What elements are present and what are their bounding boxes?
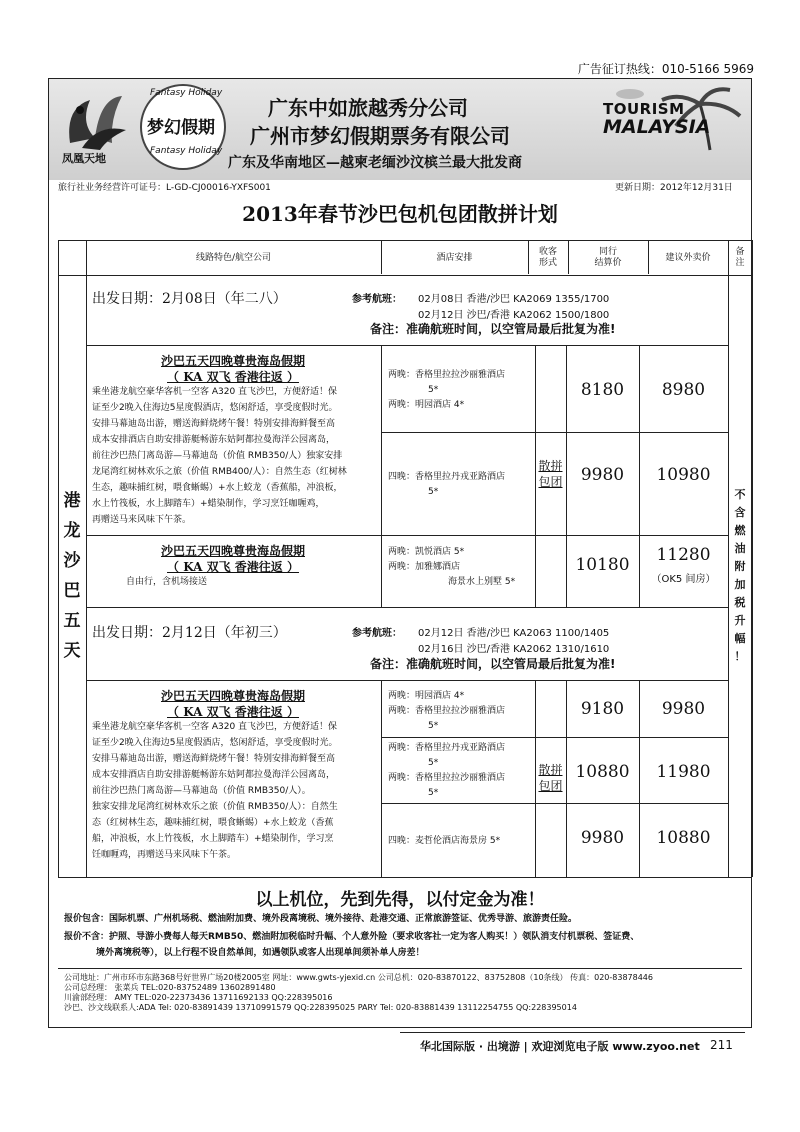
ad-hotline: 广告征订热线：010-5166 5969 bbox=[577, 62, 754, 76]
desc-line: 独家安排龙尾湾红树林欢乐之旅（价值 RMB350/人）：自然生 bbox=[92, 802, 338, 812]
page-title: 2013年春节沙巴包机包团散拼计划 bbox=[242, 202, 558, 226]
note-char: 税 bbox=[734, 595, 746, 609]
hotel-line: 5* bbox=[428, 788, 439, 798]
peer-price: 9980 bbox=[580, 828, 625, 848]
th-hotel: 酒店安排 bbox=[436, 252, 473, 263]
package-description: 自由行，含机场接送 bbox=[126, 577, 208, 587]
hotel-option bbox=[388, 545, 515, 590]
hotel-line: 两晚：香格里拉丹戎亚路酒店 bbox=[388, 743, 506, 753]
contact-line: 公司地址：广州市环市东路368号好世界广场20楼2005室 网址：www.gwts-yjexid.cn 公司总机：020-83870122、83752808（10条线） 传真：020-83878446 bbox=[64, 973, 653, 982]
desc-line: 安排马幕迪岛出游，赠送海鲜烧烤午餐！特别安排海鲜餐至高 bbox=[92, 754, 336, 764]
retail-price: 8980 bbox=[661, 380, 706, 400]
flight-outbound-1: 02月08日 香港/沙巴 KA2069 1355/1700 bbox=[418, 294, 610, 305]
hotel-line: 两晚：凯悦酒店 5* bbox=[388, 547, 465, 557]
desc-line: 水上竹筏板，水上脚踏车）+蜡染制作，学习烹饪咖喱鸡， bbox=[92, 499, 325, 509]
desc-line: 成本安排酒店自助安排游艇畅游东姑阿都拉曼海洋公园离岛， bbox=[92, 770, 336, 780]
package-subtitle: （ KA 双飞 香港往返 ） bbox=[167, 560, 299, 574]
desc-line: 证至少2晚入住海边5星度假酒店，悠闲舒适，享受度假时光。 bbox=[92, 738, 338, 748]
note-char: 油 bbox=[734, 541, 746, 555]
logo-arc-bottom-text: Fantasy Holiday bbox=[150, 146, 223, 156]
contact-line: 沙巴、沙文线联系人:ADA Tel: 020-83891439 13710991579 QQ:228395025 PARY Tel: 020-83881439 13112254755 QQ:228395014 bbox=[64, 1003, 577, 1012]
region-char: 龙 bbox=[63, 520, 81, 541]
region-char: 天 bbox=[63, 640, 81, 661]
desc-line: 再赠送马来风味下午茶。 bbox=[92, 515, 192, 525]
fenghuang-logo-text: 凤凰天地 bbox=[62, 152, 106, 165]
region-char: 沙 bbox=[63, 550, 81, 571]
tourism-logo-line1: TOURISM bbox=[603, 100, 685, 118]
peer-price: 10180 bbox=[575, 555, 630, 575]
desc-line: 前往沙巴热门离岛游—马幕迪岛（价值 RMB350/人）独家安排 bbox=[92, 451, 343, 461]
desc-line: 成本安排酒店自助安排游艇畅游东姑阿都拉曼海洋公园离岛， bbox=[92, 435, 336, 445]
contact-line: 公司总经理： 张菜兵 TEL:020-83752489 13602891480 bbox=[64, 983, 276, 992]
page-number: 211 bbox=[710, 1038, 733, 1052]
hotel-line: 两晚：香格里拉拉沙丽雅酒店 bbox=[388, 706, 506, 716]
th-note: 备 注 bbox=[735, 247, 745, 268]
booking-slogan: 以上机位，先到先得，以付定金为准！ bbox=[255, 890, 545, 910]
package-subtitle: （ KA 双飞 香港往返 ） bbox=[167, 370, 299, 384]
flight-return-1: 02月12日 沙巴/香港 KA2062 1500/1800 bbox=[418, 310, 610, 321]
note-char: 附 bbox=[734, 559, 746, 573]
fuel-surcharge-note bbox=[728, 274, 752, 877]
hotel-line: 两晚：香格里拉拉沙丽雅酒店 bbox=[388, 370, 506, 380]
package-title: 沙巴五天四晚尊贵海岛假期 bbox=[160, 544, 305, 558]
note-char: 加 bbox=[734, 577, 746, 591]
departure-date-2: 出发日期：2月12日（年初三） bbox=[92, 625, 287, 641]
region-char: 五 bbox=[63, 610, 81, 631]
note-char: 幅 bbox=[734, 631, 746, 645]
peer-price: 10880 bbox=[575, 762, 630, 782]
package-title: 沙巴五天四晚尊贵海岛假期 bbox=[160, 354, 305, 368]
logo-arc-top-text: Fantasy Holiday bbox=[150, 88, 223, 98]
price-includes: 报价包含：国际机票、广州机场税、燃油附加费、境外段离境税、境外接待、赴港交通、正常旅游签证、优秀导游、旅游责任险。 bbox=[64, 914, 578, 924]
hotel-line: 海景水上别墅 5* bbox=[448, 577, 516, 587]
region-char: 港 bbox=[63, 490, 81, 511]
hotel-line: 5* bbox=[428, 385, 439, 395]
package-subtitle: （ KA 双飞 香港往返 ） bbox=[167, 705, 299, 719]
departure-date-1: 出发日期：2月08日（年二八） bbox=[92, 291, 287, 307]
license-number: 旅行社业务经营许可证号：L-GD-CJ00016-YXFS001 bbox=[58, 183, 271, 193]
contact-info bbox=[64, 973, 653, 1013]
flight-label-1: 参考航班： bbox=[352, 294, 402, 305]
company-name-1: 广东中如旅越秀分公司 bbox=[268, 96, 468, 120]
hotel-option bbox=[388, 470, 505, 500]
desc-line: 龙尾湾红树林欢乐之旅（价值 RMB400/人）：自然生态（红树林 bbox=[92, 467, 347, 477]
desc-line: 饪咖喱鸡，再赠送马来风味下午茶。 bbox=[92, 850, 237, 860]
package-title: 沙巴五天四晚尊贵海岛假期 bbox=[160, 689, 305, 703]
peer-price: 9980 bbox=[580, 465, 625, 485]
retail-price: 9980 bbox=[661, 699, 706, 719]
hotel-option bbox=[388, 689, 505, 734]
hotel-line: 5* bbox=[428, 758, 439, 768]
desc-line: 乘坐港龙航空豪华客机一空客 A320 直飞沙巴，方便舒适！保 bbox=[92, 387, 338, 397]
hotel-line: 四晚：香格里拉丹戎亚路酒店 bbox=[388, 472, 506, 482]
hotel-option: 四晚：麦哲伦酒店海景房 5* bbox=[388, 836, 501, 846]
hotel-option bbox=[388, 741, 505, 801]
th-collect: 收客 形式 bbox=[538, 247, 557, 268]
package-description bbox=[92, 719, 378, 863]
tourism-malaysia-logo bbox=[603, 100, 710, 138]
desc-line: 前往沙巴热门离岛游—马幕迪岛（价值 RMB350/人）。 bbox=[92, 786, 311, 796]
price-excludes: 报价不含：护照、导游小费每人每天RMB50、燃油附加税临时升幅、个人意外险（要求收客社一定为客人购买！）领队消支付机票税、签证费、 bbox=[64, 932, 640, 942]
hotel-line: 5* bbox=[428, 721, 439, 731]
flight-remark-1: 备注：准确航班时间，以空管局最后批复为准! bbox=[370, 322, 616, 336]
note-char: 升 bbox=[734, 613, 746, 627]
tourism-logo-line2: MALAYSIA bbox=[603, 116, 711, 138]
hotel-line: 两晚：明园酒店 4* bbox=[388, 691, 465, 701]
note-char: 燃 bbox=[734, 523, 746, 537]
company-name-2: 广州市梦幻假期票务有限公司 bbox=[250, 124, 510, 148]
desc-line: 态（红树林生态，趣味捕红树，喂食蜥蜴）+水上蛟龙（香蕉 bbox=[92, 818, 334, 828]
package-description bbox=[92, 384, 378, 528]
hotel-line: 两晚：加雅娜酒店 bbox=[388, 562, 461, 572]
peer-price: 8180 bbox=[580, 380, 625, 400]
desc-line: 乘坐港龙航空豪华客机一空客 A320 直飞沙巴，方便舒适！保 bbox=[92, 722, 338, 732]
retail-price: 11980 bbox=[656, 762, 711, 782]
flight-return-2: 02月16日 沙巴/香港 KA2062 1310/1610 bbox=[418, 644, 610, 655]
retail-price: 10880 bbox=[656, 828, 711, 848]
hotel-line: 两晚：香格里拉拉沙丽雅酒店 bbox=[388, 773, 506, 783]
price-note: （OK5 间房） bbox=[651, 574, 716, 585]
price-excludes-cont: 境外离境税等），以上行程不设自然单间，如遇领队或客人出现单间须补单人房差！ bbox=[96, 948, 425, 958]
desc-line: 生态，趣味捕红树，喂食蜥蜴）+水上蛟龙（香蕉船，冲浪板， bbox=[92, 483, 343, 493]
desc-line: 船，冲浪板，水上竹筏板，水上脚踏车）+蜡染制作，学习烹 bbox=[92, 834, 334, 844]
note-char: ！ bbox=[734, 649, 746, 663]
contact-line: 川渝部经理： AMY TEL:020-22373436 13711692133 QQ:228395016 bbox=[64, 993, 333, 1002]
th-retail-price: 建议外卖价 bbox=[665, 252, 711, 263]
collect-type: 散拼 包团 bbox=[538, 763, 563, 793]
note-char: 不 bbox=[734, 487, 746, 501]
desc-line: 证至少2晚入住海边5星度假酒店，悠闲舒适，享受度假时光。 bbox=[92, 403, 338, 413]
flight-label-2: 参考航班： bbox=[352, 628, 402, 639]
collect-type: 散拼 包团 bbox=[538, 459, 563, 489]
hotel-option bbox=[388, 368, 505, 413]
desc-line: 安排马幕迪岛出游，赠送海鲜烧烤午餐！特别安排海鲜餐至高 bbox=[92, 419, 336, 429]
company-tagline: 广东及华南地区—越柬老缅沙汶槟兰最大批发商 bbox=[228, 155, 522, 171]
note-char: 含 bbox=[734, 505, 746, 519]
th-route: 线路特色/航空公司 bbox=[195, 252, 272, 263]
peer-price: 9180 bbox=[580, 699, 625, 719]
flight-remark-2: 备注：准确航班时间，以空管局最后批复为准! bbox=[370, 657, 616, 671]
fantasy-holiday-logo-text: 梦幻假期 bbox=[147, 118, 215, 138]
region-char: 巴 bbox=[63, 580, 81, 601]
retail-price: 10980 bbox=[656, 465, 711, 485]
region-label bbox=[58, 274, 86, 877]
retail-price: 11280 bbox=[656, 545, 711, 565]
th-peer-price: 同行 结算价 bbox=[594, 247, 622, 268]
publication-footer: 华北国际版 · 出境游 | 欢迎浏览电子版 www.zyoo.net bbox=[420, 1040, 700, 1053]
hotel-line: 5* bbox=[428, 487, 439, 497]
update-date: 更新日期：2012年12月31日 bbox=[615, 183, 733, 193]
hotel-line: 两晚：明园酒店 4* bbox=[388, 400, 465, 410]
flight-outbound-2: 02月12日 香港/沙巴 KA2063 1100/1405 bbox=[418, 628, 610, 639]
